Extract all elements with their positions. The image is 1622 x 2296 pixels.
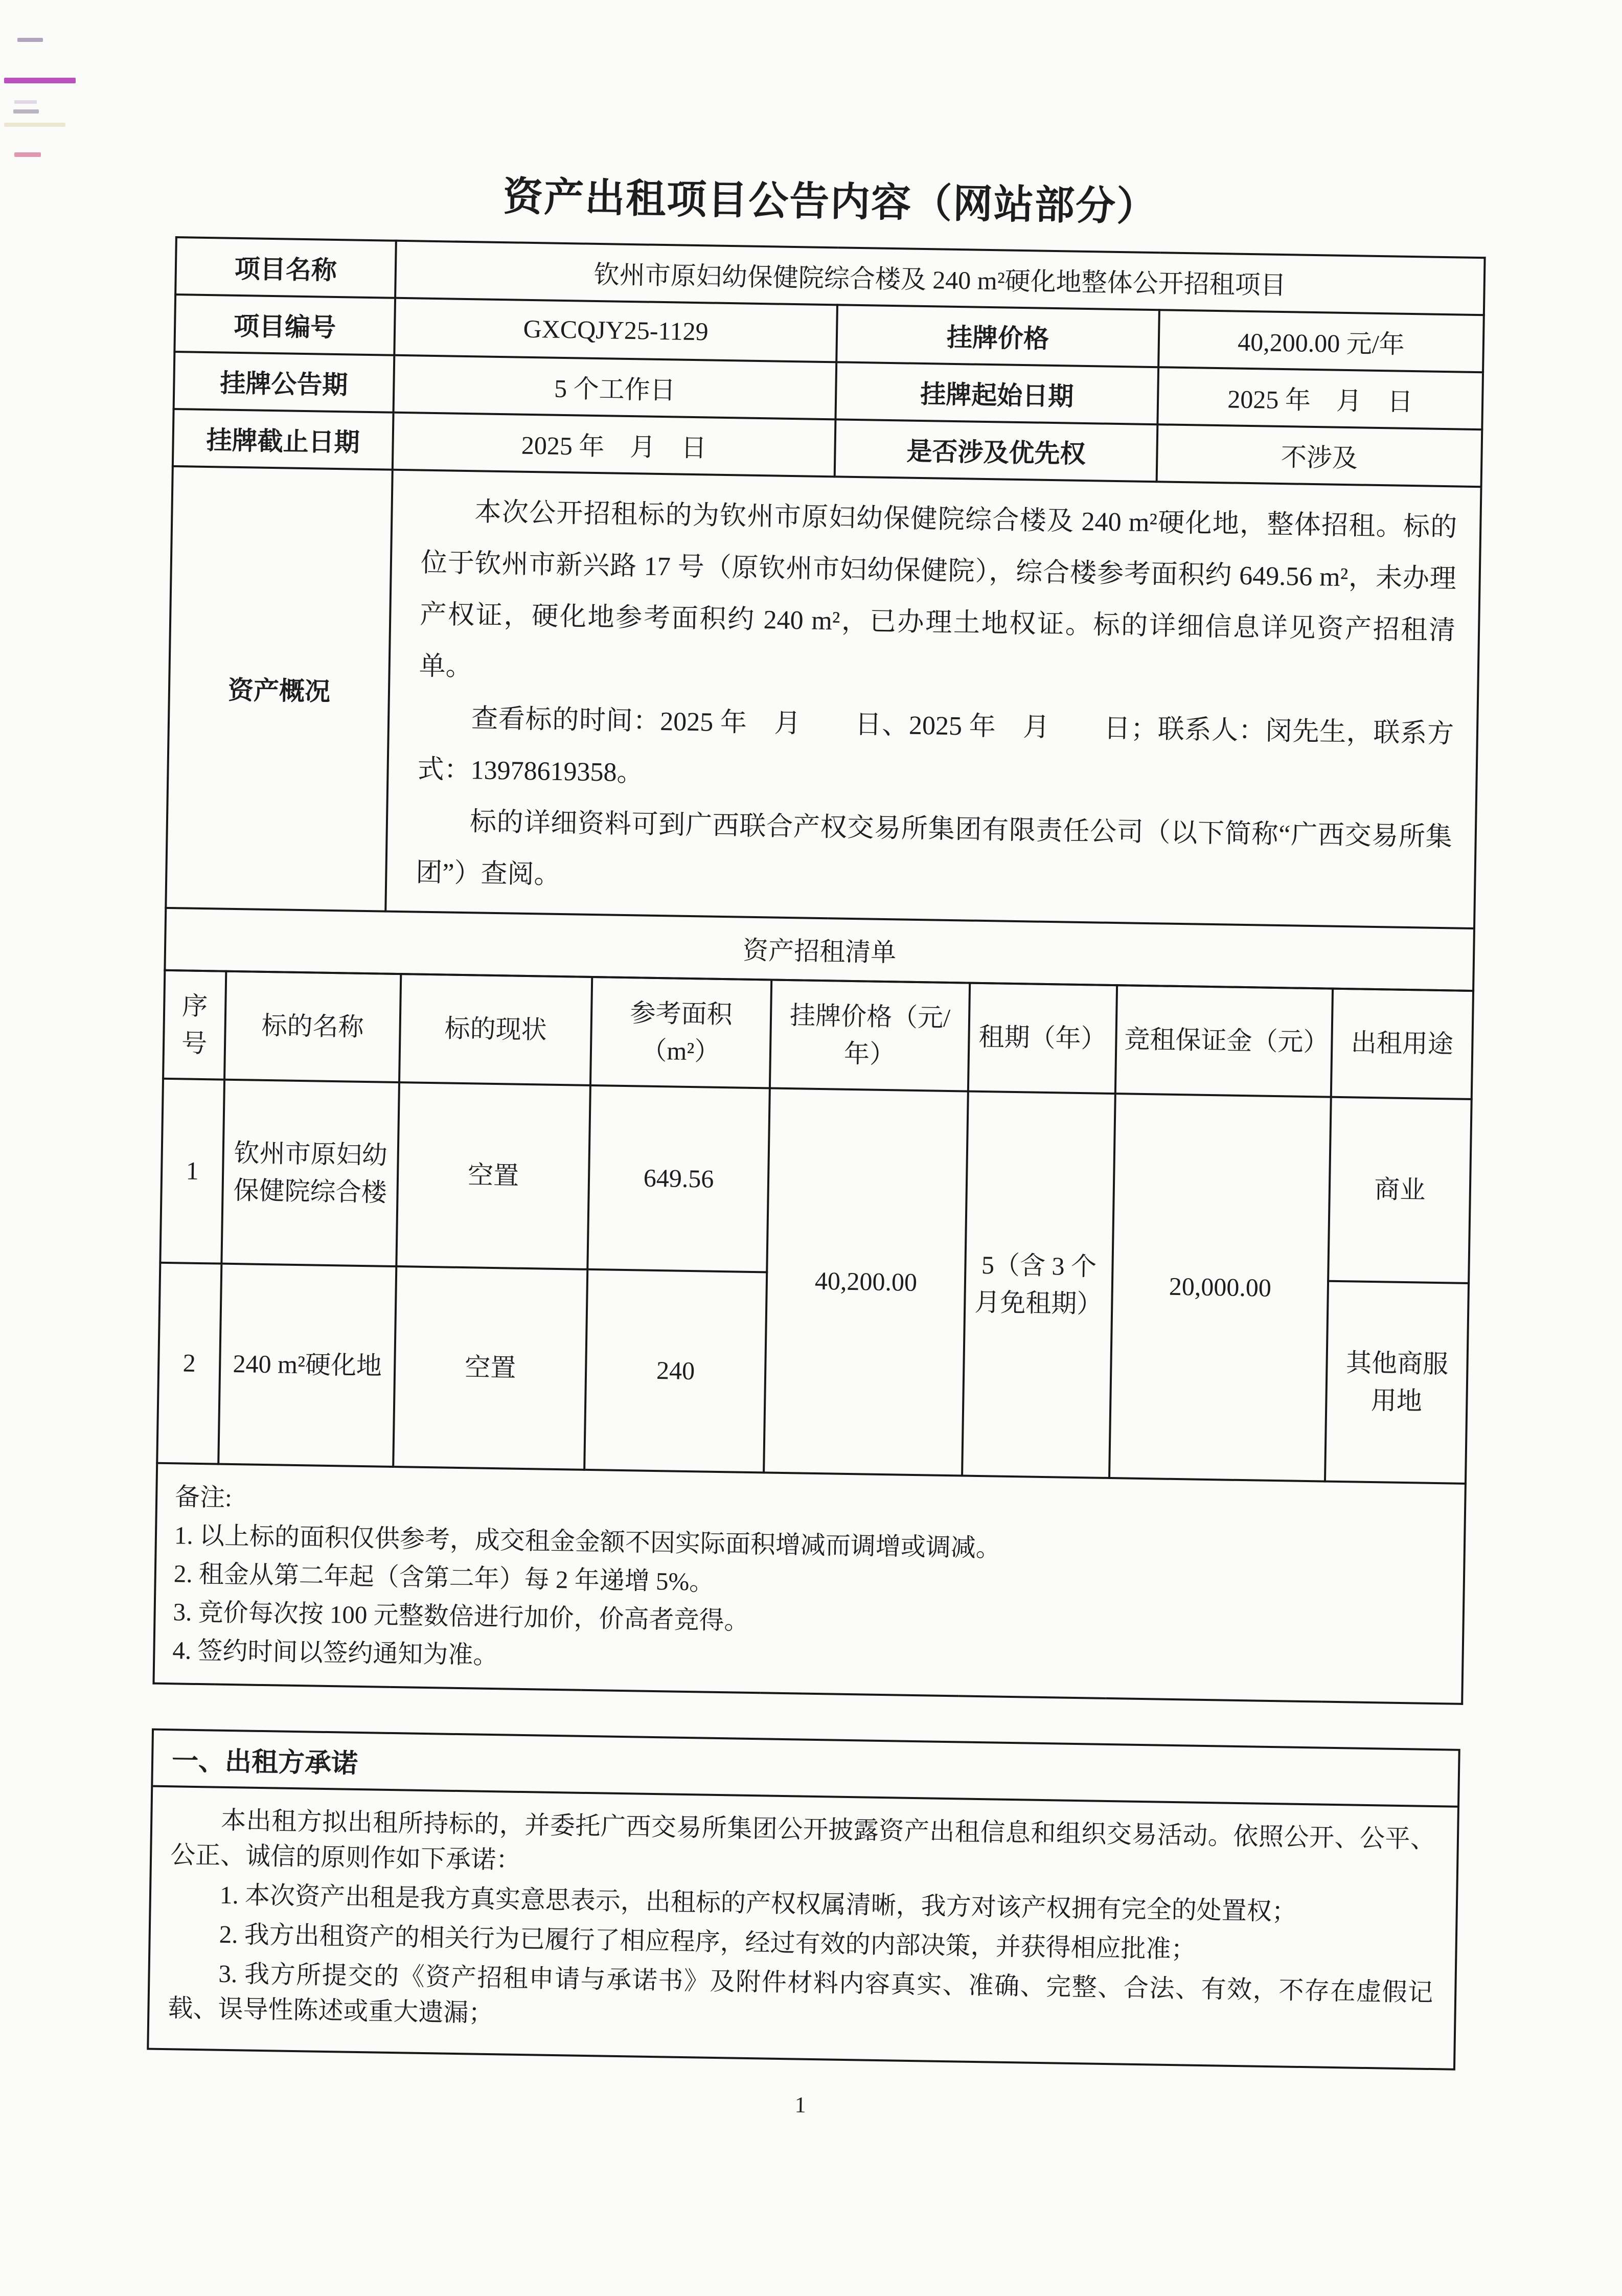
commitment-paragraph: 1. 本次资产出租是我方真实意思表示，出租标的产权权属清晰，我方对该产权拥有完全的处置权；	[219, 1880, 1297, 1926]
project-info-table	[164, 236, 1486, 992]
page-number: 1	[794, 2092, 807, 2118]
scan-artifact-magenta-line	[4, 78, 76, 83]
listing-end-date-value: 2025 年 月 日	[393, 412, 836, 476]
merged-deposit-cell: 20,000.00	[1109, 1094, 1331, 1482]
note-line: 3. 竞价每次按 100 元整数倍进行加价，价高者竞得。	[173, 1597, 749, 1635]
row2-seq: 2	[157, 1262, 221, 1464]
project-number-label: 项目编号	[174, 294, 395, 355]
lessor-commitment-heading: 一、出租方承诺	[153, 1730, 1458, 1807]
merged-price-cell: 40,200.00	[764, 1088, 968, 1475]
scan-artifact-dash	[17, 38, 43, 42]
note-line: 备注:	[174, 1482, 233, 1512]
note-line: 4. 签约时间以签约通知为准。	[172, 1635, 498, 1669]
row1-usage: 商业	[1328, 1097, 1472, 1283]
listing-row-1	[160, 1078, 1471, 1283]
listing-price-label: 挂牌价格	[836, 305, 1159, 367]
scan-artifact-dash	[13, 109, 39, 113]
announcement-period-label: 挂牌公告期	[174, 352, 395, 413]
note-line: 2. 租金从第二年起（含第二年）每 2 年递增 5%。	[173, 1559, 715, 1596]
merged-term-cell: 5（含 3 个月免租期）	[962, 1091, 1115, 1477]
listing-notes	[153, 1463, 1465, 1703]
col-header-area: 参考面积（m²）	[590, 977, 771, 1088]
note-line: 1. 以上标的面积仅供参考，成交租金金额不因实际面积增减而调增或调减。	[174, 1520, 1001, 1562]
row2-area: 240	[584, 1269, 767, 1472]
listing-header-row	[163, 970, 1473, 1099]
asset-overview-text	[385, 469, 1481, 928]
announcement-period-value: 5 个工作日	[394, 355, 837, 419]
project-name-label: 项目名称	[175, 237, 396, 298]
listing-price-value: 40,200.00 元/年	[1158, 310, 1484, 372]
col-header-seq: 序号	[163, 970, 226, 1080]
asset-listing-table	[152, 969, 1474, 1704]
row1-seq: 1	[160, 1078, 224, 1263]
row1-status: 空置	[396, 1082, 590, 1269]
lessor-commitment-section	[147, 1728, 1460, 2070]
overview-paragraph: 查看标的时间：2025 年 月 日、2025 年 月 日；联系人：闵先生，联系方式：13978619358。	[417, 703, 1454, 788]
listing-start-date-value: 2025 年 月 日	[1157, 367, 1483, 429]
overview-paragraph: 本次公开招租标的为钦州市原妇幼保健院综合楼及 240 m²硬化地，整体招租。标的位于钦州市新兴路 17 号（原钦州市妇幼保健院），综合楼参考面积约 649.56 m²，未办理产权证，硬化地参考面积约 240 m²，已办理土地权证。标的详细信息详见资产招租清单。	[419, 497, 1457, 681]
col-header-usage: 出租用途	[1331, 988, 1473, 1099]
listing-section-title: 资产招租清单	[165, 908, 1474, 991]
scan-artifact-dash	[14, 100, 37, 104]
row2-usage: 其他商服用地	[1325, 1281, 1469, 1483]
lessor-commitment-body	[149, 1787, 1457, 2068]
listing-start-date-label: 挂牌起始日期	[835, 362, 1158, 424]
col-header-name: 标的名称	[224, 971, 401, 1082]
table-row	[166, 466, 1481, 928]
overview-paragraph: 标的详细资料可到广西联合产权交易所集团有限责任公司（以下简称“广西交易所集团”）查阅。	[415, 807, 1453, 890]
col-header-deposit: 竞租保证金（元）	[1115, 985, 1333, 1097]
col-header-term: 租期（年）	[968, 983, 1117, 1093]
document-body	[146, 169, 1484, 2128]
scan-artifact-dash	[4, 123, 65, 127]
project-number-value: GXCQJY25-1129	[394, 298, 837, 362]
row1-area: 649.56	[587, 1085, 770, 1272]
row2-name: 240 m²硬化地	[218, 1263, 396, 1466]
page-title: 资产出租项目公告内容（网站部分）	[502, 174, 1158, 230]
listing-end-date-label: 挂牌截止日期	[173, 409, 394, 470]
row2-status: 空置	[393, 1266, 587, 1470]
commitment-paragraph: 本出租方拟出租所持标的，并委托广西交易所集团公开披露资产出租信息和组织交易活动。依照公开、公平、公正、诚信的原则作如下承诺：	[170, 1806, 1436, 1874]
commitment-paragraph: 3. 我方所提交的《资产招租申请与承诺书》及附件材料内容真实、准确、完整、合法、有效，不存在虚假记载、误导性陈述或重大遗漏；	[168, 1959, 1433, 2027]
priority-right-value: 不涉及	[1157, 424, 1482, 487]
row1-name: 钦州市原妇幼保健院综合楼	[221, 1079, 399, 1266]
priority-right-label: 是否涉及优先权	[835, 419, 1158, 482]
asset-overview-label: 资产概况	[166, 466, 393, 912]
listing-notes-row	[153, 1463, 1465, 1703]
commitment-paragraph: 2. 我方出租资产的相关行为已履行了相应程序，经过有效的内部决策，并获得相应批准；	[219, 1920, 1196, 1964]
scan-artifact-dash	[14, 152, 41, 157]
project-name-value: 钦州市原妇幼保健院综合楼及 240 m²硬化地整体公开招租项目	[395, 240, 1485, 314]
col-header-status: 标的现状	[399, 974, 592, 1085]
col-header-price: 挂牌价格（元/年）	[770, 980, 970, 1091]
